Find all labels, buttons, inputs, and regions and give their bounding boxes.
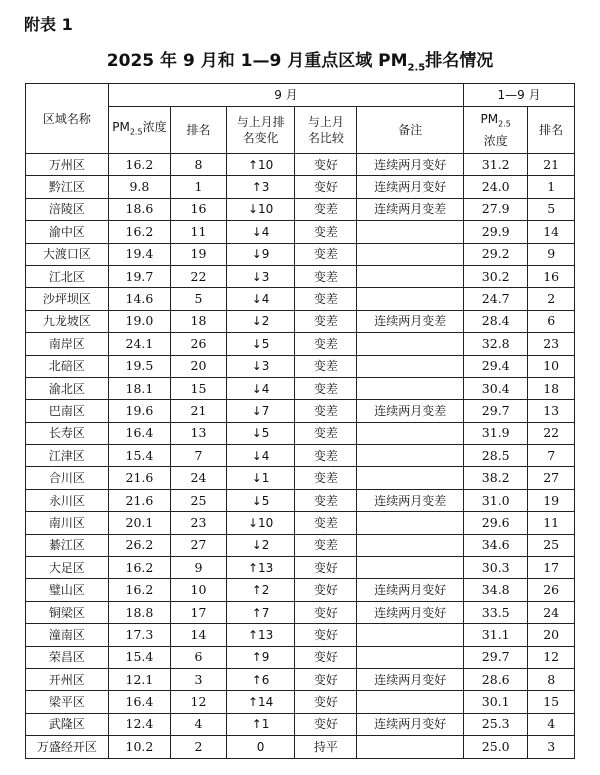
table-row <box>26 154 575 176</box>
rank-change-cell: ↑10 <box>226 154 294 176</box>
compare-cell: 变差 <box>295 265 357 287</box>
rank-change-cell: ↓4 <box>226 445 294 467</box>
compare-cell: 变好 <box>295 691 357 713</box>
ytd-pm-cell: 30.3 <box>464 557 528 579</box>
pm-cell: 15.4 <box>108 445 170 467</box>
note-cell: 连续两月变好 <box>357 668 464 690</box>
rank-cell: 21 <box>171 400 227 422</box>
note-cell <box>357 512 464 534</box>
rank-change-cell: ↓4 <box>226 288 294 310</box>
ytd-rank-cell: 10 <box>528 355 575 377</box>
region-cell: 黔江区 <box>26 176 109 198</box>
table-row <box>26 512 575 534</box>
ytd-pm-cell: 31.0 <box>464 489 528 511</box>
region-cell: 綦江区 <box>26 534 109 556</box>
pm-cell: 16.4 <box>108 422 170 444</box>
ytd-rank-cell: 18 <box>528 377 575 399</box>
pm-cell: 18.8 <box>108 601 170 623</box>
ytd-rank-cell: 21 <box>528 154 575 176</box>
pm-cell: 19.5 <box>108 355 170 377</box>
rank-cell: 23 <box>171 512 227 534</box>
rank-change-cell: ↓4 <box>226 377 294 399</box>
note-cell <box>357 265 464 287</box>
table-row <box>26 198 575 220</box>
region-cell: 开州区 <box>26 668 109 690</box>
note-cell <box>357 422 464 444</box>
region-cell: 北碚区 <box>26 355 109 377</box>
compare-cell: 变好 <box>295 713 357 735</box>
table-body <box>26 154 575 759</box>
rank-change-cell: ↑6 <box>226 668 294 690</box>
header-pm-prefix: PM <box>112 120 130 135</box>
ytd-pm-cell: 28.5 <box>464 445 528 467</box>
rank-change-cell: ↑7 <box>226 601 294 623</box>
compare-cell: 变差 <box>295 400 357 422</box>
note-cell <box>357 355 464 377</box>
compare-cell: 变差 <box>295 377 357 399</box>
table-title <box>0 46 600 73</box>
ytd-rank-cell: 1 <box>528 176 575 198</box>
table-row <box>26 534 575 556</box>
compare-cell: 变差 <box>295 445 357 467</box>
region-cell: 大渡口区 <box>26 243 109 265</box>
header-year-to-date: 1—9 月 <box>464 84 575 107</box>
ytd-pm-cell: 31.2 <box>464 154 528 176</box>
header-ytd-pm-concentration <box>464 107 528 154</box>
note-cell <box>357 445 464 467</box>
ytd-pm-cell: 29.7 <box>464 400 528 422</box>
header-september: 9 月 <box>108 84 463 107</box>
table-row <box>26 265 575 287</box>
table-row <box>26 691 575 713</box>
ytd-rank-cell: 22 <box>528 422 575 444</box>
rank-change-cell: ↑13 <box>226 624 294 646</box>
rank-cell: 20 <box>171 355 227 377</box>
ytd-pm-cell: 28.6 <box>464 668 528 690</box>
compare-cell: 变差 <box>295 288 357 310</box>
ytd-pm-cell: 27.9 <box>464 198 528 220</box>
rank-cell: 10 <box>171 579 227 601</box>
rank-change-cell: ↓3 <box>226 265 294 287</box>
ytd-pm-cell: 29.6 <box>464 512 528 534</box>
ytd-rank-cell: 25 <box>528 534 575 556</box>
ytd-pm-cell: 29.7 <box>464 646 528 668</box>
ytd-rank-cell: 13 <box>528 400 575 422</box>
pm-cell: 16.2 <box>108 579 170 601</box>
note-cell <box>357 691 464 713</box>
table-row <box>26 713 575 735</box>
compare-cell: 变好 <box>295 668 357 690</box>
header-ytd-pm-sub: 2.5 <box>498 119 511 129</box>
note-cell <box>357 243 464 265</box>
header-region: 区域名称 <box>26 84 109 154</box>
ytd-pm-cell: 29.9 <box>464 221 528 243</box>
ytd-rank-cell: 6 <box>528 310 575 332</box>
table-row <box>26 310 575 332</box>
table-row <box>26 355 575 377</box>
ytd-pm-cell: 28.4 <box>464 310 528 332</box>
region-cell: 璧山区 <box>26 579 109 601</box>
note-cell: 连续两月变好 <box>357 154 464 176</box>
ytd-rank-cell: 27 <box>528 467 575 489</box>
rank-change-cell: ↓7 <box>226 400 294 422</box>
rank-change-cell: ↓2 <box>226 534 294 556</box>
ytd-pm-cell: 24.0 <box>464 176 528 198</box>
header-ytd-pm-suffix: 浓度 <box>483 133 508 148</box>
ytd-rank-cell: 12 <box>528 646 575 668</box>
pm-cell: 15.4 <box>108 646 170 668</box>
rank-change-cell: ↓5 <box>226 333 294 355</box>
rank-cell: 3 <box>171 668 227 690</box>
region-cell: 万州区 <box>26 154 109 176</box>
rank-change-cell: ↓4 <box>226 221 294 243</box>
note-cell: 连续两月变好 <box>357 713 464 735</box>
region-cell: 江北区 <box>26 265 109 287</box>
note-cell <box>357 221 464 243</box>
table-row <box>26 736 575 758</box>
rank-change-cell: ↓2 <box>226 310 294 332</box>
table-row <box>26 221 575 243</box>
note-cell: 连续两月变好 <box>357 601 464 623</box>
rank-change-cell: ↓3 <box>226 355 294 377</box>
ytd-pm-cell: 30.2 <box>464 265 528 287</box>
header-pm-sub: 2.5 <box>129 127 143 137</box>
note-cell <box>357 467 464 489</box>
rank-change-cell: ↓5 <box>226 489 294 511</box>
ytd-pm-cell: 25.0 <box>464 736 528 758</box>
region-cell: 渝北区 <box>26 377 109 399</box>
note-cell <box>357 534 464 556</box>
pm-cell: 16.4 <box>108 691 170 713</box>
rank-cell: 16 <box>171 198 227 220</box>
rank-cell: 27 <box>171 534 227 556</box>
ytd-rank-cell: 14 <box>528 221 575 243</box>
ytd-rank-cell: 3 <box>528 736 575 758</box>
rank-cell: 15 <box>171 377 227 399</box>
ytd-rank-cell: 16 <box>528 265 575 287</box>
pm-cell: 10.2 <box>108 736 170 758</box>
pm-cell: 20.1 <box>108 512 170 534</box>
compare-cell: 变好 <box>295 646 357 668</box>
compare-cell: 变差 <box>295 489 357 511</box>
compare-cell: 变差 <box>295 333 357 355</box>
region-cell: 南岸区 <box>26 333 109 355</box>
table-row <box>26 467 575 489</box>
region-cell: 荣昌区 <box>26 646 109 668</box>
region-cell: 铜梁区 <box>26 601 109 623</box>
note-cell <box>357 736 464 758</box>
region-cell: 巴南区 <box>26 400 109 422</box>
table-row <box>26 557 575 579</box>
compare-cell: 变差 <box>295 310 357 332</box>
compare-cell: 变好 <box>295 557 357 579</box>
rank-change-cell: ↑13 <box>226 557 294 579</box>
ytd-rank-cell: 5 <box>528 198 575 220</box>
rank-cell: 8 <box>171 154 227 176</box>
ytd-pm-cell: 34.6 <box>464 534 528 556</box>
ytd-rank-cell: 23 <box>528 333 575 355</box>
rank-cell: 17 <box>171 601 227 623</box>
compare-cell: 变好 <box>295 601 357 623</box>
rank-cell: 18 <box>171 310 227 332</box>
pm-cell: 16.2 <box>108 221 170 243</box>
header-row-columns <box>26 107 575 154</box>
title-prefix: 2025 年 9 月和 1—9 月重点区域 PM <box>106 51 408 71</box>
ytd-pm-cell: 34.8 <box>464 579 528 601</box>
table-row <box>26 489 575 511</box>
rank-change-cell: ↓10 <box>226 512 294 534</box>
rank-change-cell: ↓5 <box>226 422 294 444</box>
table-row <box>26 422 575 444</box>
pm-cell: 24.1 <box>108 333 170 355</box>
region-cell: 万盛经开区 <box>26 736 109 758</box>
ytd-rank-cell: 4 <box>528 713 575 735</box>
compare-cell: 变差 <box>295 512 357 534</box>
rank-cell: 26 <box>171 333 227 355</box>
header-pm-concentration <box>108 107 170 154</box>
note-cell <box>357 624 464 646</box>
ytd-rank-cell: 17 <box>528 557 575 579</box>
rank-cell: 19 <box>171 243 227 265</box>
table-row <box>26 668 575 690</box>
pm-cell: 12.4 <box>108 713 170 735</box>
compare-cell: 变差 <box>295 243 357 265</box>
pm-cell: 19.6 <box>108 400 170 422</box>
pm-cell: 21.6 <box>108 467 170 489</box>
note-cell <box>357 377 464 399</box>
table-row <box>26 601 575 623</box>
ytd-rank-cell: 2 <box>528 288 575 310</box>
ytd-rank-cell: 20 <box>528 624 575 646</box>
header-ytd-pm-prefix: PM <box>480 112 499 127</box>
table-row <box>26 377 575 399</box>
region-cell: 武隆区 <box>26 713 109 735</box>
compare-cell: 变差 <box>295 221 357 243</box>
note-cell: 连续两月变差 <box>357 489 464 511</box>
ranking-table <box>25 83 575 759</box>
pm-cell: 26.2 <box>108 534 170 556</box>
header-rank-change-line2: 名变化 <box>242 131 279 145</box>
pm-cell: 21.6 <box>108 489 170 511</box>
table-row <box>26 579 575 601</box>
table-row <box>26 176 575 198</box>
ytd-rank-cell: 26 <box>528 579 575 601</box>
ytd-rank-cell: 9 <box>528 243 575 265</box>
rank-cell: 9 <box>171 557 227 579</box>
header-compare-line1: 与上月 <box>307 115 344 129</box>
header-rank-change <box>226 107 294 154</box>
pm-cell: 19.4 <box>108 243 170 265</box>
ytd-rank-cell: 11 <box>528 512 575 534</box>
rank-change-cell: ↓10 <box>226 198 294 220</box>
title-suffix: 排名情况 <box>425 51 494 71</box>
compare-cell: 变好 <box>295 624 357 646</box>
header-row-group <box>26 84 575 107</box>
pm-cell: 17.3 <box>108 624 170 646</box>
ytd-rank-cell: 15 <box>528 691 575 713</box>
pm-cell: 12.1 <box>108 668 170 690</box>
ytd-pm-cell: 31.1 <box>464 624 528 646</box>
compare-cell: 变差 <box>295 198 357 220</box>
rank-cell: 13 <box>171 422 227 444</box>
rank-cell: 11 <box>171 221 227 243</box>
rank-cell: 14 <box>171 624 227 646</box>
region-cell: 涪陵区 <box>26 198 109 220</box>
pm-cell: 19.7 <box>108 265 170 287</box>
note-cell: 连续两月变差 <box>357 400 464 422</box>
ytd-pm-cell: 24.7 <box>464 288 528 310</box>
compare-cell: 变差 <box>295 422 357 444</box>
pm-cell: 16.2 <box>108 557 170 579</box>
rank-cell: 4 <box>171 713 227 735</box>
ytd-pm-cell: 29.4 <box>464 355 528 377</box>
region-cell: 沙坪坝区 <box>26 288 109 310</box>
compare-cell: 变差 <box>295 534 357 556</box>
compare-cell: 变好 <box>295 579 357 601</box>
region-cell: 渝中区 <box>26 221 109 243</box>
table-row <box>26 333 575 355</box>
table-row <box>26 400 575 422</box>
ytd-rank-cell: 24 <box>528 601 575 623</box>
table-row <box>26 288 575 310</box>
note-cell <box>357 646 464 668</box>
compare-cell: 变差 <box>295 467 357 489</box>
rank-change-cell: ↑3 <box>226 176 294 198</box>
rank-cell: 25 <box>171 489 227 511</box>
table-row <box>26 646 575 668</box>
pm-cell: 14.6 <box>108 288 170 310</box>
region-cell: 九龙坡区 <box>26 310 109 332</box>
rank-change-cell: ↑2 <box>226 579 294 601</box>
ytd-pm-cell: 25.3 <box>464 713 528 735</box>
rank-change-cell: ↑1 <box>226 713 294 735</box>
region-cell: 潼南区 <box>26 624 109 646</box>
table-row <box>26 243 575 265</box>
ytd-rank-cell: 8 <box>528 668 575 690</box>
pm-cell: 16.2 <box>108 154 170 176</box>
rank-change-cell: ↑9 <box>226 646 294 668</box>
header-rank: 排名 <box>171 107 227 154</box>
header-note: 备注 <box>357 107 464 154</box>
rank-cell: 1 <box>171 176 227 198</box>
header-compare <box>295 107 357 154</box>
rank-change-cell: ↑14 <box>226 691 294 713</box>
region-cell: 南川区 <box>26 512 109 534</box>
note-cell: 连续两月变好 <box>357 176 464 198</box>
region-cell: 江津区 <box>26 445 109 467</box>
header-pm-suffix: 浓度 <box>142 120 167 135</box>
ytd-pm-cell: 33.5 <box>464 601 528 623</box>
ytd-pm-cell: 38.2 <box>464 467 528 489</box>
rank-change-cell: ↓9 <box>226 243 294 265</box>
table-row <box>26 445 575 467</box>
note-cell: 连续两月变差 <box>357 310 464 332</box>
compare-cell: 变好 <box>295 176 357 198</box>
ytd-pm-cell: 32.8 <box>464 333 528 355</box>
ytd-pm-cell: 31.9 <box>464 422 528 444</box>
table-row <box>26 624 575 646</box>
rank-cell: 2 <box>171 736 227 758</box>
compare-cell: 变好 <box>295 154 357 176</box>
ytd-pm-cell: 30.1 <box>464 691 528 713</box>
compare-cell: 变差 <box>295 355 357 377</box>
rank-cell: 5 <box>171 288 227 310</box>
region-cell: 永川区 <box>26 489 109 511</box>
note-cell: 连续两月变差 <box>357 198 464 220</box>
ytd-pm-cell: 29.2 <box>464 243 528 265</box>
pm-cell: 19.0 <box>108 310 170 332</box>
rank-cell: 24 <box>171 467 227 489</box>
title-subscript: 2.5 <box>407 62 426 74</box>
region-cell: 长寿区 <box>26 422 109 444</box>
ytd-rank-cell: 7 <box>528 445 575 467</box>
rank-cell: 12 <box>171 691 227 713</box>
pm-cell: 18.6 <box>108 198 170 220</box>
region-cell: 梁平区 <box>26 691 109 713</box>
note-cell <box>357 557 464 579</box>
note-cell: 连续两月变好 <box>357 579 464 601</box>
note-cell <box>357 333 464 355</box>
compare-cell: 持平 <box>295 736 357 758</box>
rank-cell: 7 <box>171 445 227 467</box>
region-cell: 合川区 <box>26 467 109 489</box>
header-ytd-rank: 排名 <box>528 107 575 154</box>
header-rank-change-line1: 与上月排 <box>236 115 285 129</box>
rank-change-cell: 0 <box>226 736 294 758</box>
pm-cell: 18.1 <box>108 377 170 399</box>
pm-cell: 9.8 <box>108 176 170 198</box>
rank-cell: 6 <box>171 646 227 668</box>
ytd-pm-cell: 30.4 <box>464 377 528 399</box>
rank-change-cell: ↓1 <box>226 467 294 489</box>
appendix-label: 附表 1 <box>24 15 73 34</box>
ytd-rank-cell: 19 <box>528 489 575 511</box>
rank-cell: 22 <box>171 265 227 287</box>
header-compare-line2: 名比较 <box>307 131 344 145</box>
region-cell: 大足区 <box>26 557 109 579</box>
note-cell <box>357 288 464 310</box>
